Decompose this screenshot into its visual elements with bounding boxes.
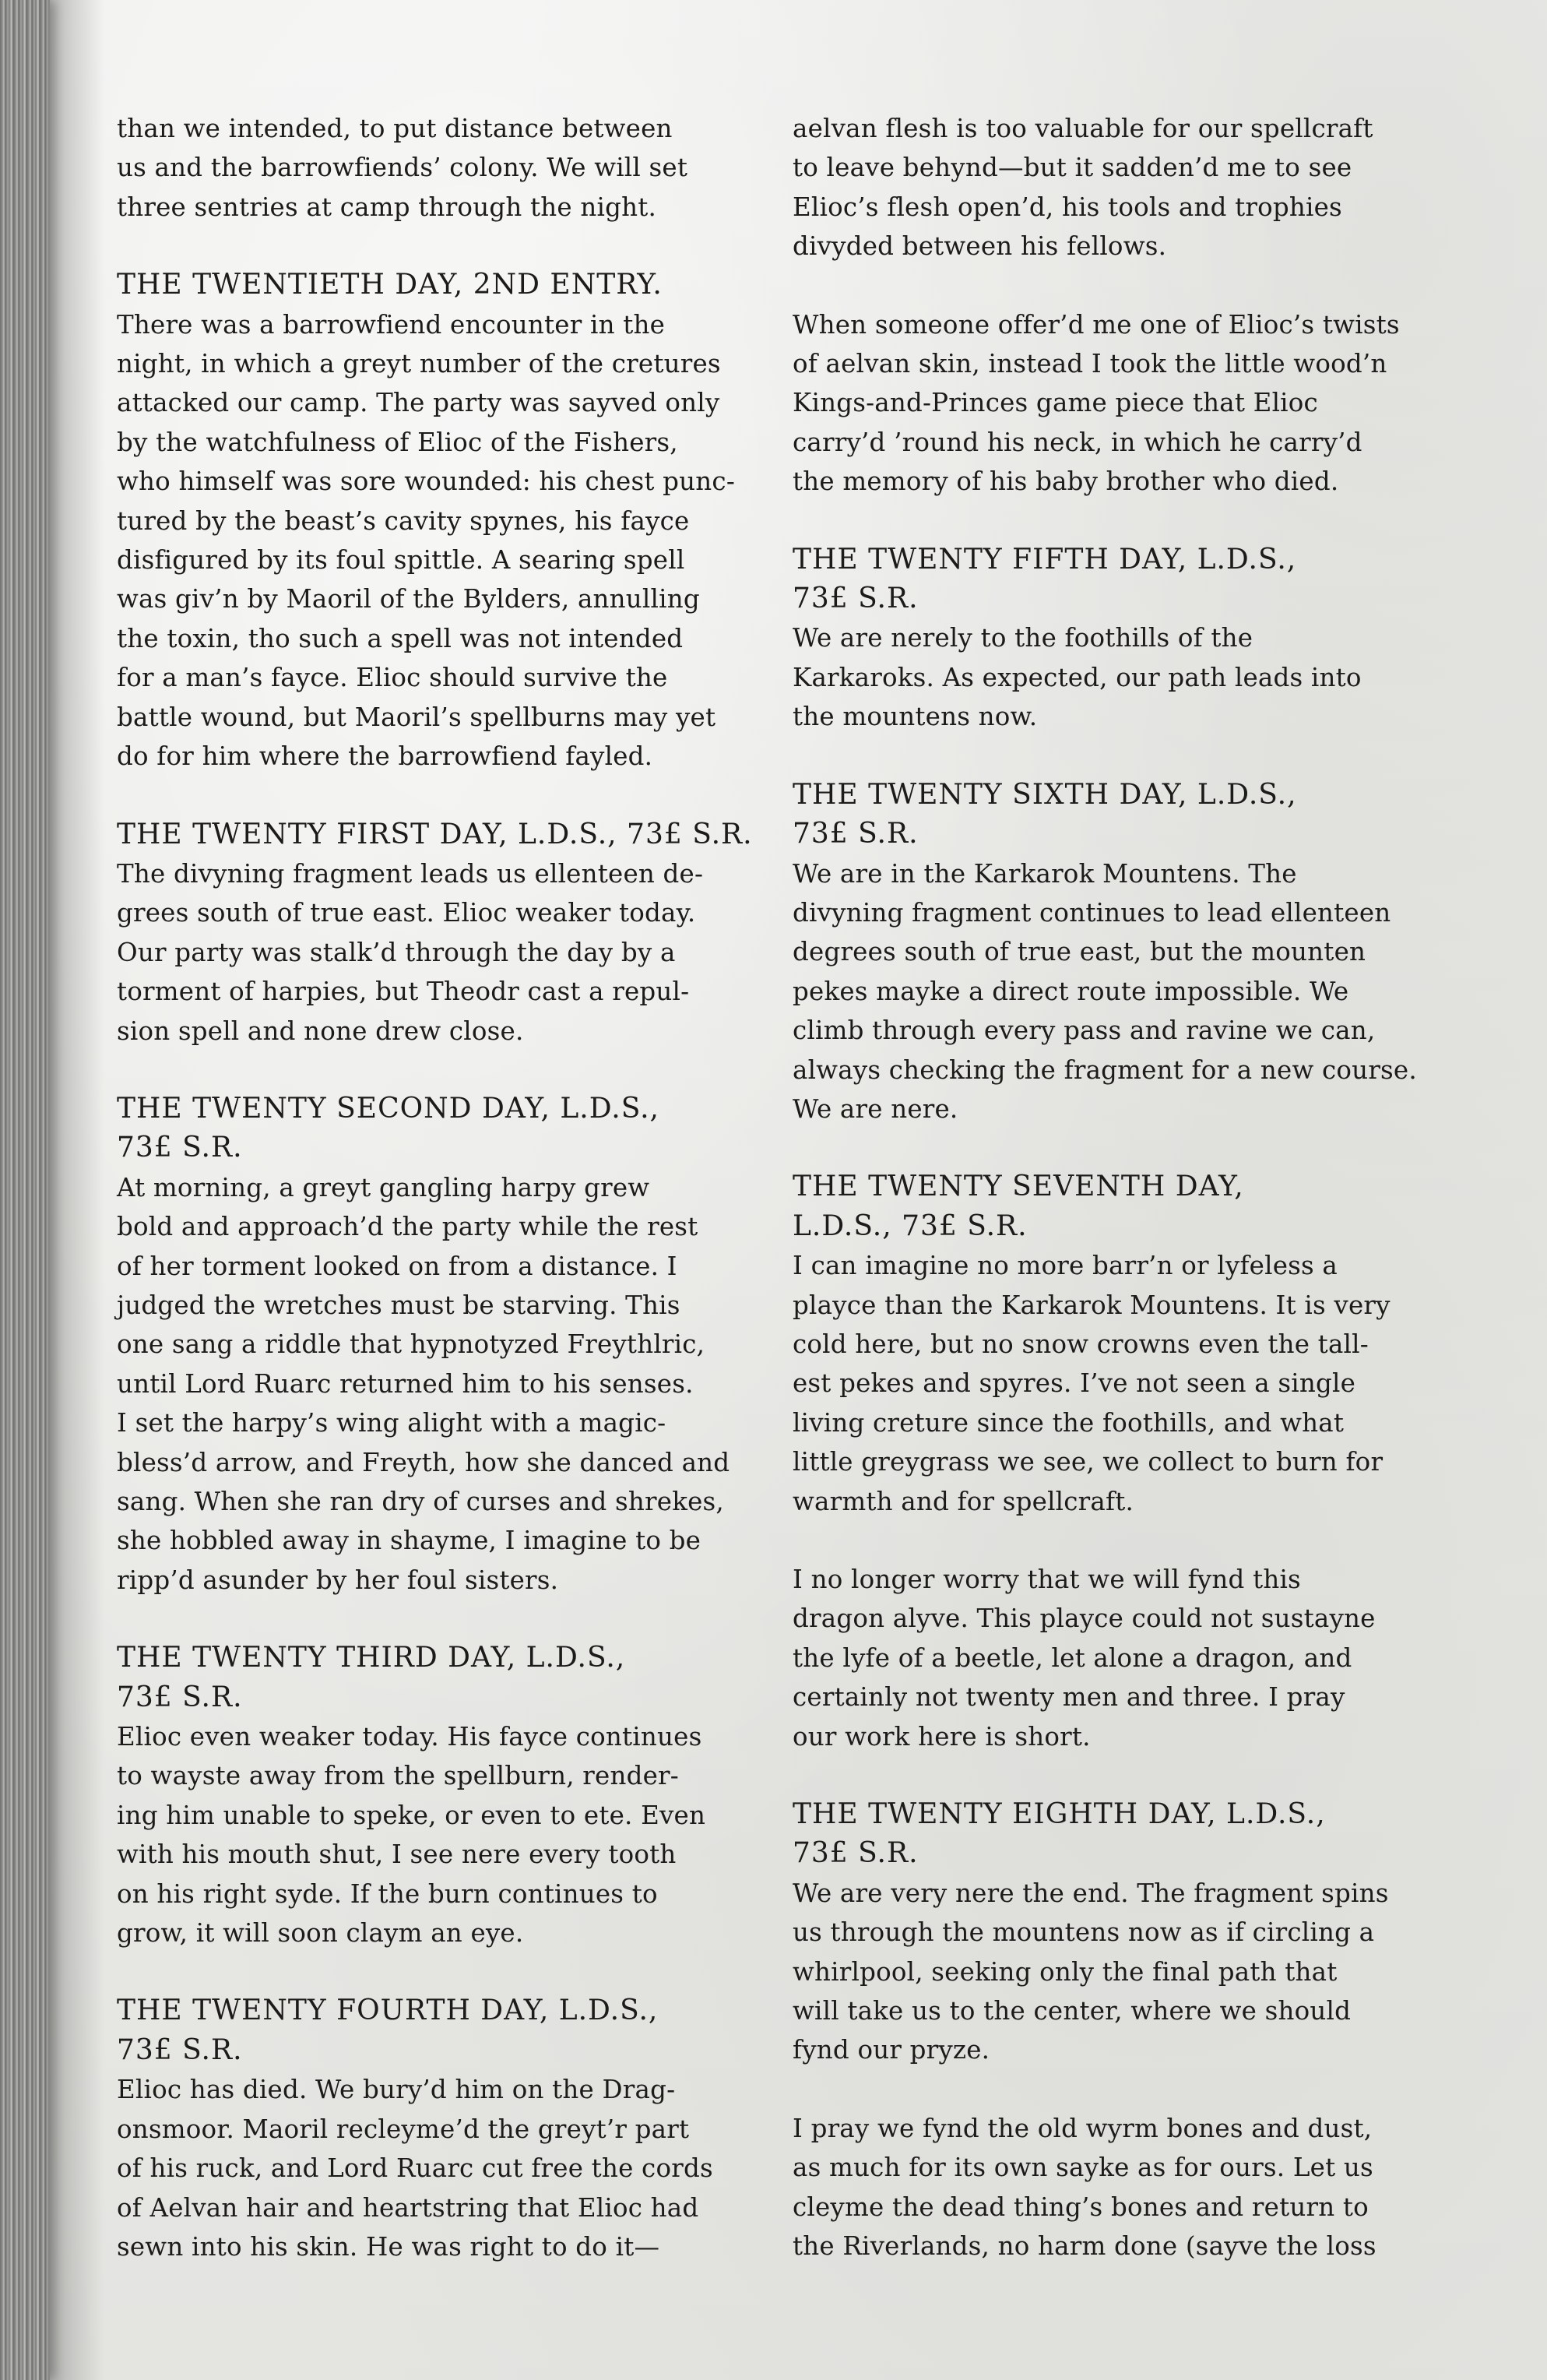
entry-heading: THE TWENTY THIRD DAY, L.D.S., 73£ S.R.: [117, 1642, 626, 1713]
right-opening-paragraph-2: When someone offer’d me one of Elioc’s twists of aelvan skin, instead I took the little wood’n Kings-and-Princes game piece that Elioc carry’d ’round his neck, in which he carry’d the memory of his baby brother who died.: [793, 309, 1400, 497]
left-opening-paragraph: than we intended, to put distance between us and the barrowfiends’ colony. We will set three sentries at camp through the night.: [117, 114, 688, 222]
entry-twenty-fifth-day: [793, 540, 1431, 737]
entry-text: At morning, a greyt gangling harpy grew bold and approach’d the party while the rest of her torment looked on from a distance. I judged the wretches must be starving. This one sang a riddle that hypnotyzed Freythlric, until Lord Ruarc returned him to his senses. I set the harpy’s wing alight with a magic- bless’d arrow, and Freyth, how she danced and sang. When she ran dry of curses and shrekes, she hobbled away in shayme, I imagine to be ripp’d asunder by her foul sisters.: [117, 1172, 730, 1595]
entry-text: I can imagine no more barr’n or lyfeless a playce than the Karkarok Mountens. It is very cold here, but no snow crowns even the tall- est pekes and spyres. I’ve not seen a single living creture since the foothills, and what little greygrass we see, we collect to burn for warmth and for spellcraft.: [793, 1251, 1391, 1516]
left-column: [117, 109, 771, 2305]
binding-shadow: [50, 0, 104, 2380]
entry-twenty-eighth-day: [793, 1795, 1431, 2266]
entry-text: We are very nere the end. The fragment spins us through the mountens now as if circling a whirlpool, seeking only the final path that will take us to the center, where we should fynd our pryze.: [793, 1878, 1389, 2065]
entry-heading: THE TWENTY FOURTH DAY, L.D.S., 73£ S.R.: [117, 1994, 659, 2066]
entry-text: We are nerely to the foothills of the Karkaroks. As expected, our path leads into the mountens now.: [793, 623, 1362, 732]
entry-text: Elioc even weaker today. His fayce continues to wayste away from the spellburn, render- ing him unable to speke, or even to ete. Even with his mouth shut, I see nere every tooth on his right syde. If the burn continues to grow, it will soon claym an eye.: [117, 1722, 706, 1949]
entry-text: We are in the Karkarok Mountens. The divyning fragment continues to lead ellenteen degrees south of true east, but the mounten pekes mayke a direct route impossible. We climb through every pass and ravine we can, always checking the fragment for a new course. We are nere.: [793, 858, 1417, 1124]
entry-twenty-second-day: [117, 1090, 771, 1600]
right-opening-paragraph: aelvan flesh is too valuable for our spellcraft to leave behynd—but it sadden’d me to see Elioc’s flesh open’d, his tools and trophies divyded between his fellows.: [793, 114, 1373, 262]
entry-heading: THE TWENTY SIXTH DAY, L.D.S., 73£ S.R.: [793, 778, 1297, 850]
entry-twenty-first-day: [117, 815, 771, 1051]
entry-twenty-sixth-day: [793, 776, 1431, 1129]
right-column: [793, 109, 1431, 2305]
entry-text-continued: I no longer worry that we will fynd this dragon alyve. This playce could not sustayne the lyfe of a beetle, let alone a dragon, and certainly not twenty men and three. I pray our work here is short.: [793, 1565, 1376, 1752]
entry-text: Elioc has died. We bury’d him on the Drag- onsmoor. Maoril recleyme’d the greyt’r part of his ruck, and Lord Ruarc cut free the cords of Aelvan hair and heartstring that Elioc had sewn into his skin. He was right to do it—: [117, 2075, 713, 2262]
entry-text: There was a barrowfiend encounter in the night, in which a greyt number of the cretures attacked our camp. The party was sayved only by the watchfulness of Elioc of the Fishers, who himself was sore wounded: his chest punc- tured by the beast’s cavity spynes, his fayce disfigured by its foul spittle. A searing spell was giv’n by Maoril of the Bylders, annulling the toxin, tho such a spell was not intended for a man’s fayce. Elioc should survive the battle wound, but Maoril’s spellburns may yet do for him where the barrowfiend fayled.: [117, 309, 735, 772]
entry-twenty-third-day: [117, 1639, 771, 1952]
entry-heading: THE TWENTY SEVENTH DAY, L.D.S., 73£ S.R.: [793, 1171, 1244, 1242]
entry-heading: THE TWENTY EIGHTH DAY, L.D.S., 73£ S.R.: [793, 1798, 1326, 1870]
entry-heading: THE TWENTY SECOND DAY, L.D.S., 73£ S.R.: [117, 1092, 660, 1164]
book-binding-edge: [0, 0, 50, 2380]
entry-heading: THE TWENTY FIRST DAY, L.D.S., 73£ S.R.: [117, 818, 753, 850]
entry-heading: THE TWENTIETH DAY, 2ND ENTRY.: [117, 269, 663, 301]
entry-twenty-fourth-day: [117, 1991, 771, 2266]
entry-twentieth-day: [117, 266, 771, 776]
entry-heading: THE TWENTY FIFTH DAY, L.D.S., 73£ S.R.: [793, 543, 1297, 615]
entry-text: The divyning fragment leads us ellenteen de- grees south of true east. Elioc weaker today. Our party was stalk’d through the day by a torment of harpies, but Theodr cast a repul- sion spell and none drew close.: [117, 858, 704, 1046]
entry-text-continued: I pray we fynd the old wyrm bones and dust, as much for its own sayke as for ours. Let us cleyme the dead thing’s bones and return to the Riverlands, no harm done (sayve the loss: [793, 2113, 1376, 2262]
entry-twenty-seventh-day: [793, 1167, 1431, 1756]
